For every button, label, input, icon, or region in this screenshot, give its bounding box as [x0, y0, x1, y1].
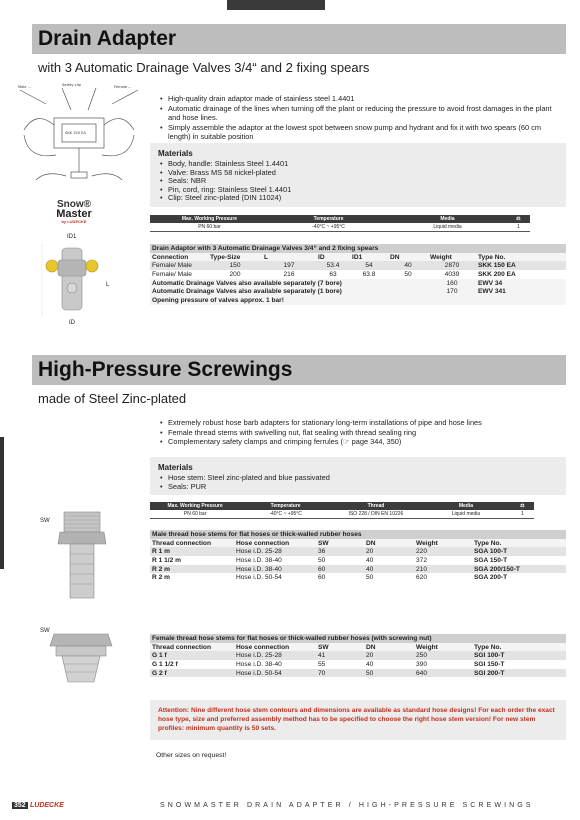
spec-header: Temperature: [240, 502, 331, 510]
table-row: [150, 565, 566, 574]
table-cell: SKK 150 EA: [476, 261, 566, 270]
materials-heading: Materials: [158, 463, 193, 472]
section1-data-table: [150, 244, 566, 305]
spec-value: ISO 228 / DIN EN 10226: [331, 510, 421, 519]
table-cell: 55: [318, 660, 326, 668]
table-cell: Hose i.D. 38-40: [236, 660, 282, 668]
column-header: Weight: [428, 253, 476, 262]
table-cell: SGI 100-T: [472, 651, 566, 660]
table-cell: SGA 200-T: [474, 574, 508, 582]
table-cell: Hose i.D. 38-40: [236, 556, 282, 564]
diagram-label: Female ...: [114, 85, 132, 89]
table-row: [150, 287, 566, 296]
table-row: [150, 296, 566, 305]
table-cell: 2870: [428, 261, 476, 270]
table-cell: 210: [414, 565, 472, 574]
table-cell: 50: [318, 556, 326, 564]
column-header: Type No.: [472, 643, 566, 652]
table-cell: 60: [318, 574, 326, 582]
logo-by: by LUDECKE: [61, 219, 87, 224]
table-cell: Hose i.D. 38-40: [234, 565, 316, 574]
drain-adapter-diagram: [16, 80, 142, 192]
section2-feature-list: [158, 418, 564, 447]
male-table-wrap: [150, 530, 566, 582]
spec-header: Thread: [331, 502, 421, 510]
other-sizes-note: Other sizes on request!: [156, 752, 227, 759]
top-tab: [227, 0, 325, 10]
table-cell: 197: [262, 261, 316, 270]
dim-id1-label: ID1: [67, 234, 77, 240]
table-cell: 150: [208, 261, 262, 270]
dim-l-label: L: [106, 282, 110, 288]
column-header: Hose connection: [234, 539, 316, 548]
table-cell: 250: [414, 651, 472, 660]
column-header: DN: [388, 253, 428, 262]
section1-spec-table: [150, 215, 530, 232]
section2-title-bar: [32, 355, 566, 385]
opening-note: Opening pressure of valves approx. 1 bar!: [150, 296, 566, 305]
table-cell: 390: [416, 660, 428, 668]
table-cell: 40: [366, 556, 374, 564]
table-cell: 4039: [444, 270, 460, 278]
dim-id-label: ID: [69, 320, 75, 326]
table-row: [150, 651, 566, 660]
table-cell: 200: [229, 270, 241, 278]
section2-subtitle: made of Steel Zinc-plated: [38, 391, 187, 406]
table-cell: R 2 m: [150, 565, 234, 574]
table-cell: Hose i.D. 25-28: [234, 651, 316, 660]
table-cell: R 1 1/2 m: [152, 556, 181, 564]
spec-value: Liquid media: [388, 223, 507, 232]
list-item: • Seals: PUR: [168, 483, 566, 492]
list-item: • Hose stem: Steel zinc-plated and blue passivated: [168, 474, 566, 483]
table-cell: 40: [364, 565, 414, 574]
list-item: • Complementary safety clamps and crimping ferrules (☞ page 344, 350): [168, 437, 564, 447]
male-thread-table: [150, 530, 566, 582]
spec-value: 1: [511, 510, 534, 519]
table-cell: 640: [414, 669, 472, 678]
spec-value: Liquid media: [421, 510, 511, 519]
spec-header: Media: [421, 502, 511, 510]
spec-header: Temperature: [269, 215, 388, 223]
table-cell: 41: [316, 651, 364, 660]
female-table-wrap: [150, 634, 566, 677]
diagram-label: SKK 150 EA: [65, 131, 86, 135]
spec-value: PN 60 bar: [150, 223, 269, 232]
column-header: DN: [364, 643, 414, 652]
column-header: ID1: [350, 253, 388, 262]
list-item: • Automatic drainage of the lines when turning off the plant or reducing the pressure to avoid frost damages in the plant and hose lines.: [168, 104, 564, 123]
table-cell: SGI 150-T: [474, 660, 505, 668]
table-cell: 60: [316, 565, 364, 574]
spec-value: -40°C ~ +95°C: [240, 510, 331, 519]
table-cell: 50: [364, 669, 414, 678]
list-item: • Seals: NBR: [168, 177, 566, 186]
table-caption: Male thread hose stems for flat hoses or thick-walled rubber hoses: [150, 530, 566, 539]
logo-line1: Snow®: [56, 199, 92, 210]
list-item: • High-quality drain adaptor made of stainless steel 1.4401: [168, 94, 564, 104]
spec-header: Max. Working Pressure: [150, 502, 240, 510]
drain-adapter-photo: [40, 242, 104, 318]
table-cell: G 1 f: [150, 651, 234, 660]
footer: [0, 801, 580, 813]
column-header: SW: [316, 643, 364, 652]
note-type: EWV 34: [476, 279, 566, 288]
page-number: 352: [14, 802, 26, 809]
list-item: • Pin, cord, ring: Stainless Steel 1.4401: [168, 186, 566, 195]
table-cell: G 1 1/2 f: [152, 660, 178, 668]
list-item: • Clip: Steel zinc-plated (DIN 11024): [168, 194, 566, 203]
section1-feature-list: [158, 94, 564, 142]
spec-value: PN 60 bar: [150, 510, 240, 519]
snowmaster-logo: [50, 200, 98, 224]
column-header: Weight: [414, 539, 472, 548]
table-cell: 53.4: [316, 261, 350, 270]
column-header: Connection: [150, 253, 208, 262]
note-type: EWV 341: [476, 287, 566, 296]
spec-header: Media: [388, 215, 507, 223]
diagram-label: Safety clip: [62, 83, 81, 87]
column-header: Hose connection: [234, 643, 316, 652]
table-cell: Hose i.D. 50-54: [234, 669, 316, 678]
column-header: Thread connection: [150, 539, 234, 548]
list-item: • Extremely robust hose barb adapters for stationary long-term installations of pipe and hose lines: [168, 418, 564, 428]
section2-title: High-Pressure Screwings: [38, 358, 293, 381]
table-cell: Hose i.D. 25-28: [234, 547, 316, 556]
female-hose-stem-photo: [48, 632, 114, 684]
note-text: Automatic Drainage Valves also available separately (7 bore): [150, 279, 428, 288]
table-cell: 50: [366, 574, 374, 582]
sw-label: SW: [40, 518, 50, 524]
section1-title: Drain Adapter: [38, 27, 177, 50]
table-cell: SGA 100-T: [472, 547, 566, 556]
section2-materials: [150, 457, 566, 495]
table-row: [150, 279, 566, 288]
column-header: SW: [316, 539, 364, 548]
column-header: Thread connection: [150, 643, 234, 652]
list-item: • Valve: Brass MS 58 nickel-plated: [168, 169, 566, 178]
column-header: Type-Size: [208, 253, 262, 262]
spec-header: Max. Working Pressure: [150, 215, 269, 223]
column-header: L: [262, 253, 316, 262]
note-weight: 170: [428, 287, 476, 296]
running-title: SNOWMASTER DRAIN ADAPTER / HIGH-PRESSURE SCREWINGS: [160, 802, 534, 809]
table-cell: 70: [316, 669, 364, 678]
table-cell: R 1 m: [150, 547, 234, 556]
column-header: DN: [364, 539, 414, 548]
table-cell: SGA 200/150-T: [472, 565, 566, 574]
logo-line2: Master: [56, 208, 92, 220]
table-cell: 372: [416, 556, 428, 564]
female-thread-table: [150, 634, 566, 677]
column-header: Type No.: [476, 253, 566, 262]
section1-data-table-wrap: [150, 244, 566, 305]
column-header: ID: [316, 253, 350, 262]
table-cell: 216: [283, 270, 295, 278]
weight-icon: ⚖: [511, 502, 534, 510]
table-cell: Hose i.D. 50-54: [236, 574, 282, 582]
column-header: Weight: [414, 643, 472, 652]
side-tab-marker: [0, 437, 4, 569]
column-header: Type No.: [472, 539, 566, 548]
table-cell: 36: [316, 547, 364, 556]
list-item: • Female thread stems with swivelling nut, flat sealing with thread sealing ring: [168, 428, 564, 438]
note-text: Automatic Drainage Valves also available separately (1 bore): [150, 287, 428, 296]
table-cell: SKK 200 EA: [478, 270, 516, 278]
table-cell: R 2 m: [152, 574, 170, 582]
sw-label: SW: [40, 628, 50, 634]
section2-spec-table: [150, 502, 534, 519]
table-cell: 40: [366, 660, 374, 668]
spec-value: -40°C ~ +95°C: [269, 223, 388, 232]
male-hose-stem-photo: [52, 510, 112, 602]
table-cell: 50: [404, 270, 412, 278]
attention-note: Attention: Nine different hose stem contours and dimensions are available as standard hose designs! For each order the exact hose type, size and preferred assembly method has to be specified to choose the right hose stem version! For new stem profiles: minimum quantity is 50 sets.: [150, 700, 566, 740]
table-row: [150, 261, 566, 270]
section1-title-bar: [32, 24, 566, 54]
table-cell: 40: [388, 261, 428, 270]
table-cell: 220: [414, 547, 472, 556]
table-cell: Female/ Male: [150, 261, 208, 270]
table-row: [150, 669, 566, 678]
table-cell: G 2 f: [150, 669, 234, 678]
weight-icon: ⚖: [507, 215, 530, 223]
diagram-label: Male ...: [18, 85, 32, 89]
brand-logo: LUDECKE: [30, 802, 64, 809]
table-cell: 63: [329, 270, 337, 278]
spec-value: 1: [507, 223, 530, 232]
table-caption: Drain Adaptor with 3 Automatic Drainage Valves 3/4“ and 2 fixing spears: [150, 244, 566, 253]
table-cell: 20: [364, 547, 414, 556]
section1-subtitle: with 3 Automatic Drainage Valves 3/4“ and 2 fixing spears: [38, 60, 370, 75]
table-cell: Female/ Male: [152, 270, 192, 278]
table-cell: 620: [416, 574, 428, 582]
table-row: [150, 556, 566, 565]
table-cell: 20: [364, 651, 414, 660]
table-row: [150, 660, 566, 669]
table-row: [150, 270, 566, 279]
table-cell: 63.8: [362, 270, 376, 278]
materials-heading: Materials: [158, 149, 193, 158]
table-caption: Female thread hose stems for flat hoses or thick-walled rubber hoses (with screwing nut): [150, 634, 566, 643]
table-row: [150, 573, 566, 582]
table-row: [150, 547, 566, 556]
section1-materials: [150, 143, 566, 207]
list-item: • Simply assemble the adaptor at the lowest spot between snow pump and hydrant and fix it with two spears (60 cm length) in suitable position: [168, 123, 564, 142]
table-cell: 54: [350, 261, 388, 270]
table-cell: SGI 200-T: [472, 669, 566, 678]
table-cell: SGA 150-T: [474, 556, 508, 564]
list-item: • Body, handle: Stainless Steel 1.4401: [168, 160, 566, 169]
note-weight: 160: [428, 279, 476, 288]
